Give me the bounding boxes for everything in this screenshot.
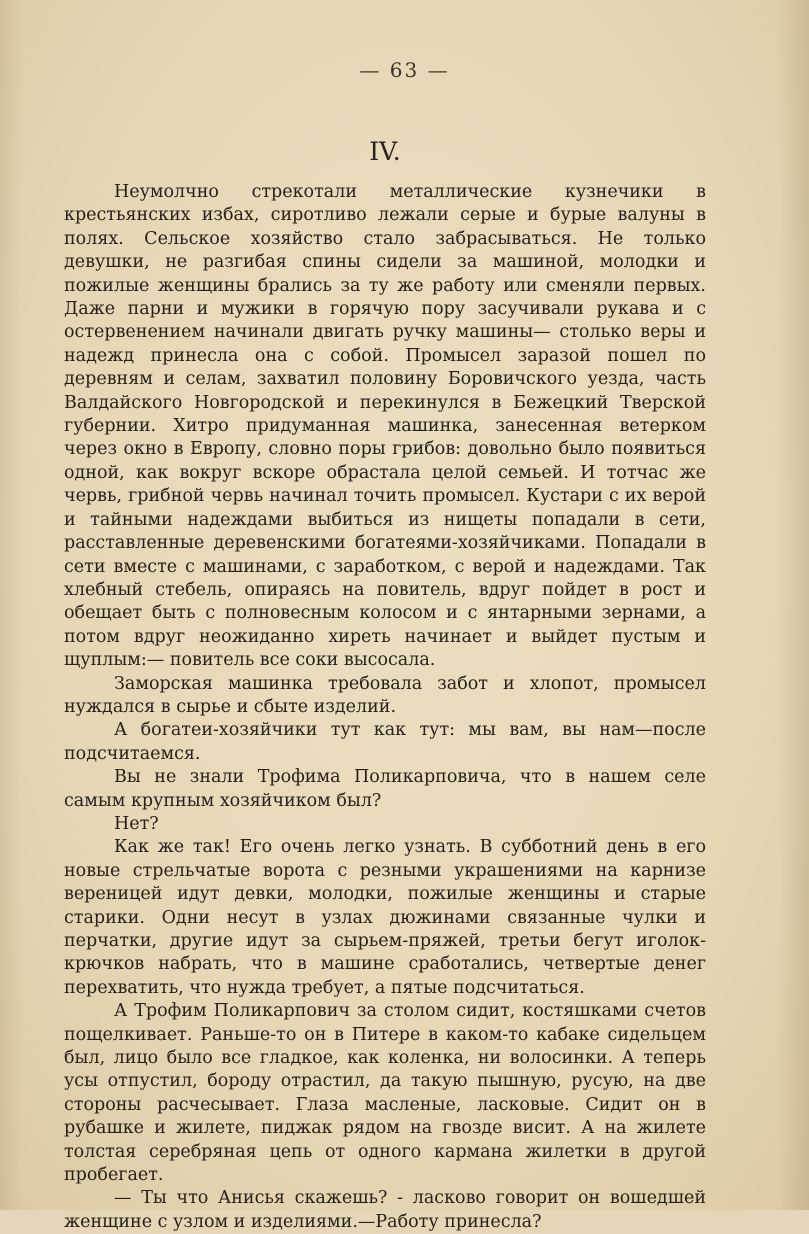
paragraph: — Ты что Анисья скажешь? - ласково говорит он вошедшей женщине с узлом и изделиями.—Работу принесла? bbox=[64, 1188, 706, 1232]
page-number: — 63 — bbox=[359, 58, 450, 82]
paragraph: Нет? bbox=[114, 813, 159, 834]
paragraph: Заморская машинка требовала забот и хлопот, промысел нуждался в сырье и сбыте изделий. bbox=[64, 673, 706, 717]
page-fold-shadow bbox=[779, 0, 809, 1210]
paragraph: Как же так! Его очень легко узнать. В субботний день в его новые стрельчатые ворота с резными украшениями на карнизе вереницей идут девки, молодки, пожилые женщины и старые старики. Одни несут в узлах дюжинами связанные чулки и перчатки, другие идут за сырьем-пряжей, третьи бегут иголок-крючков набрать, что в машине сработались, четвертые денег перехватить, что нужда требует, а пятые подсчитаться. bbox=[64, 837, 706, 998]
body-text bbox=[64, 181, 706, 1234]
chapter-heading: IV. bbox=[369, 137, 401, 166]
paragraph: А богатеи-хозяйчики тут как тут: мы вам, вы нам—после подсчитаемся. bbox=[64, 720, 706, 764]
paragraph: Вы не знали Трофима Поликарповича, что в нашем селе самым крупным хозяйчиком был? bbox=[64, 767, 706, 811]
page-edge-shadow bbox=[0, 0, 22, 1210]
paragraph: А Трофим Поликарпович за столом сидит, костяшками счетов пощелкивает. Раньше-то он в Питере в каком-то кабаке сидельцем был, лицо было все гладкое, как коленка, ни волосинки. А теперь усы отпустил, бороду отрастил, да такую пышную, русую, на две стороны расчесывает. Глаза масленые, ласковые. Сидит он в рубашке и жилете, пиджак рядом на гвозде висит. А на жилете толстая серебряная цепь от одного кармана жилетки в другой пробегает. bbox=[64, 1001, 706, 1186]
paragraph: Неумолчно стрекотали металлические кузнечики в крестьянских избах, сиротливо лежали серые и бурые валуны в полях. Сельское хозяйство стало забрасываться. Не только девушки, не разгибая спины сидели за машиной, молодки и пожилые женщины брались за ту же работу или сменяли первых. Даже парни и мужики в горячую пору засучивали рукава и с остервенением начинали двигать ручку машины— столько веры и надежд принесла она с собой. Промысел заразой пошел по деревням и селам, захватил половину Боровичского уезда, часть Валдайского Новгородской и перекинулся в Бежецкий Тверской губернии. Хитро придуманная машинка, занесенная ветерком через окно в Европу, словно поры грибов: довольно было появиться одной, как вокруг вскоре обрастала целой семьей. И тотчас же червь, грибной червь начинал точить промысел. Кустари с их верой и тайными надеждами выбиться из нищеты попадали в сети, расставленные деревенскими богатеями-хозяйчиками. Попадали в сети вместе с машинами, с заработком, с верой и надеждами. Так хлебный стебель, опираясь на повитель, вдруг пойдет в рост и обещает быть с полновесным колосом и с янтарными зернами, а потом вдруг неожиданно хиреть начинает и выйдет пустым и щуплым:— повитель все соки высосала. bbox=[64, 182, 706, 671]
